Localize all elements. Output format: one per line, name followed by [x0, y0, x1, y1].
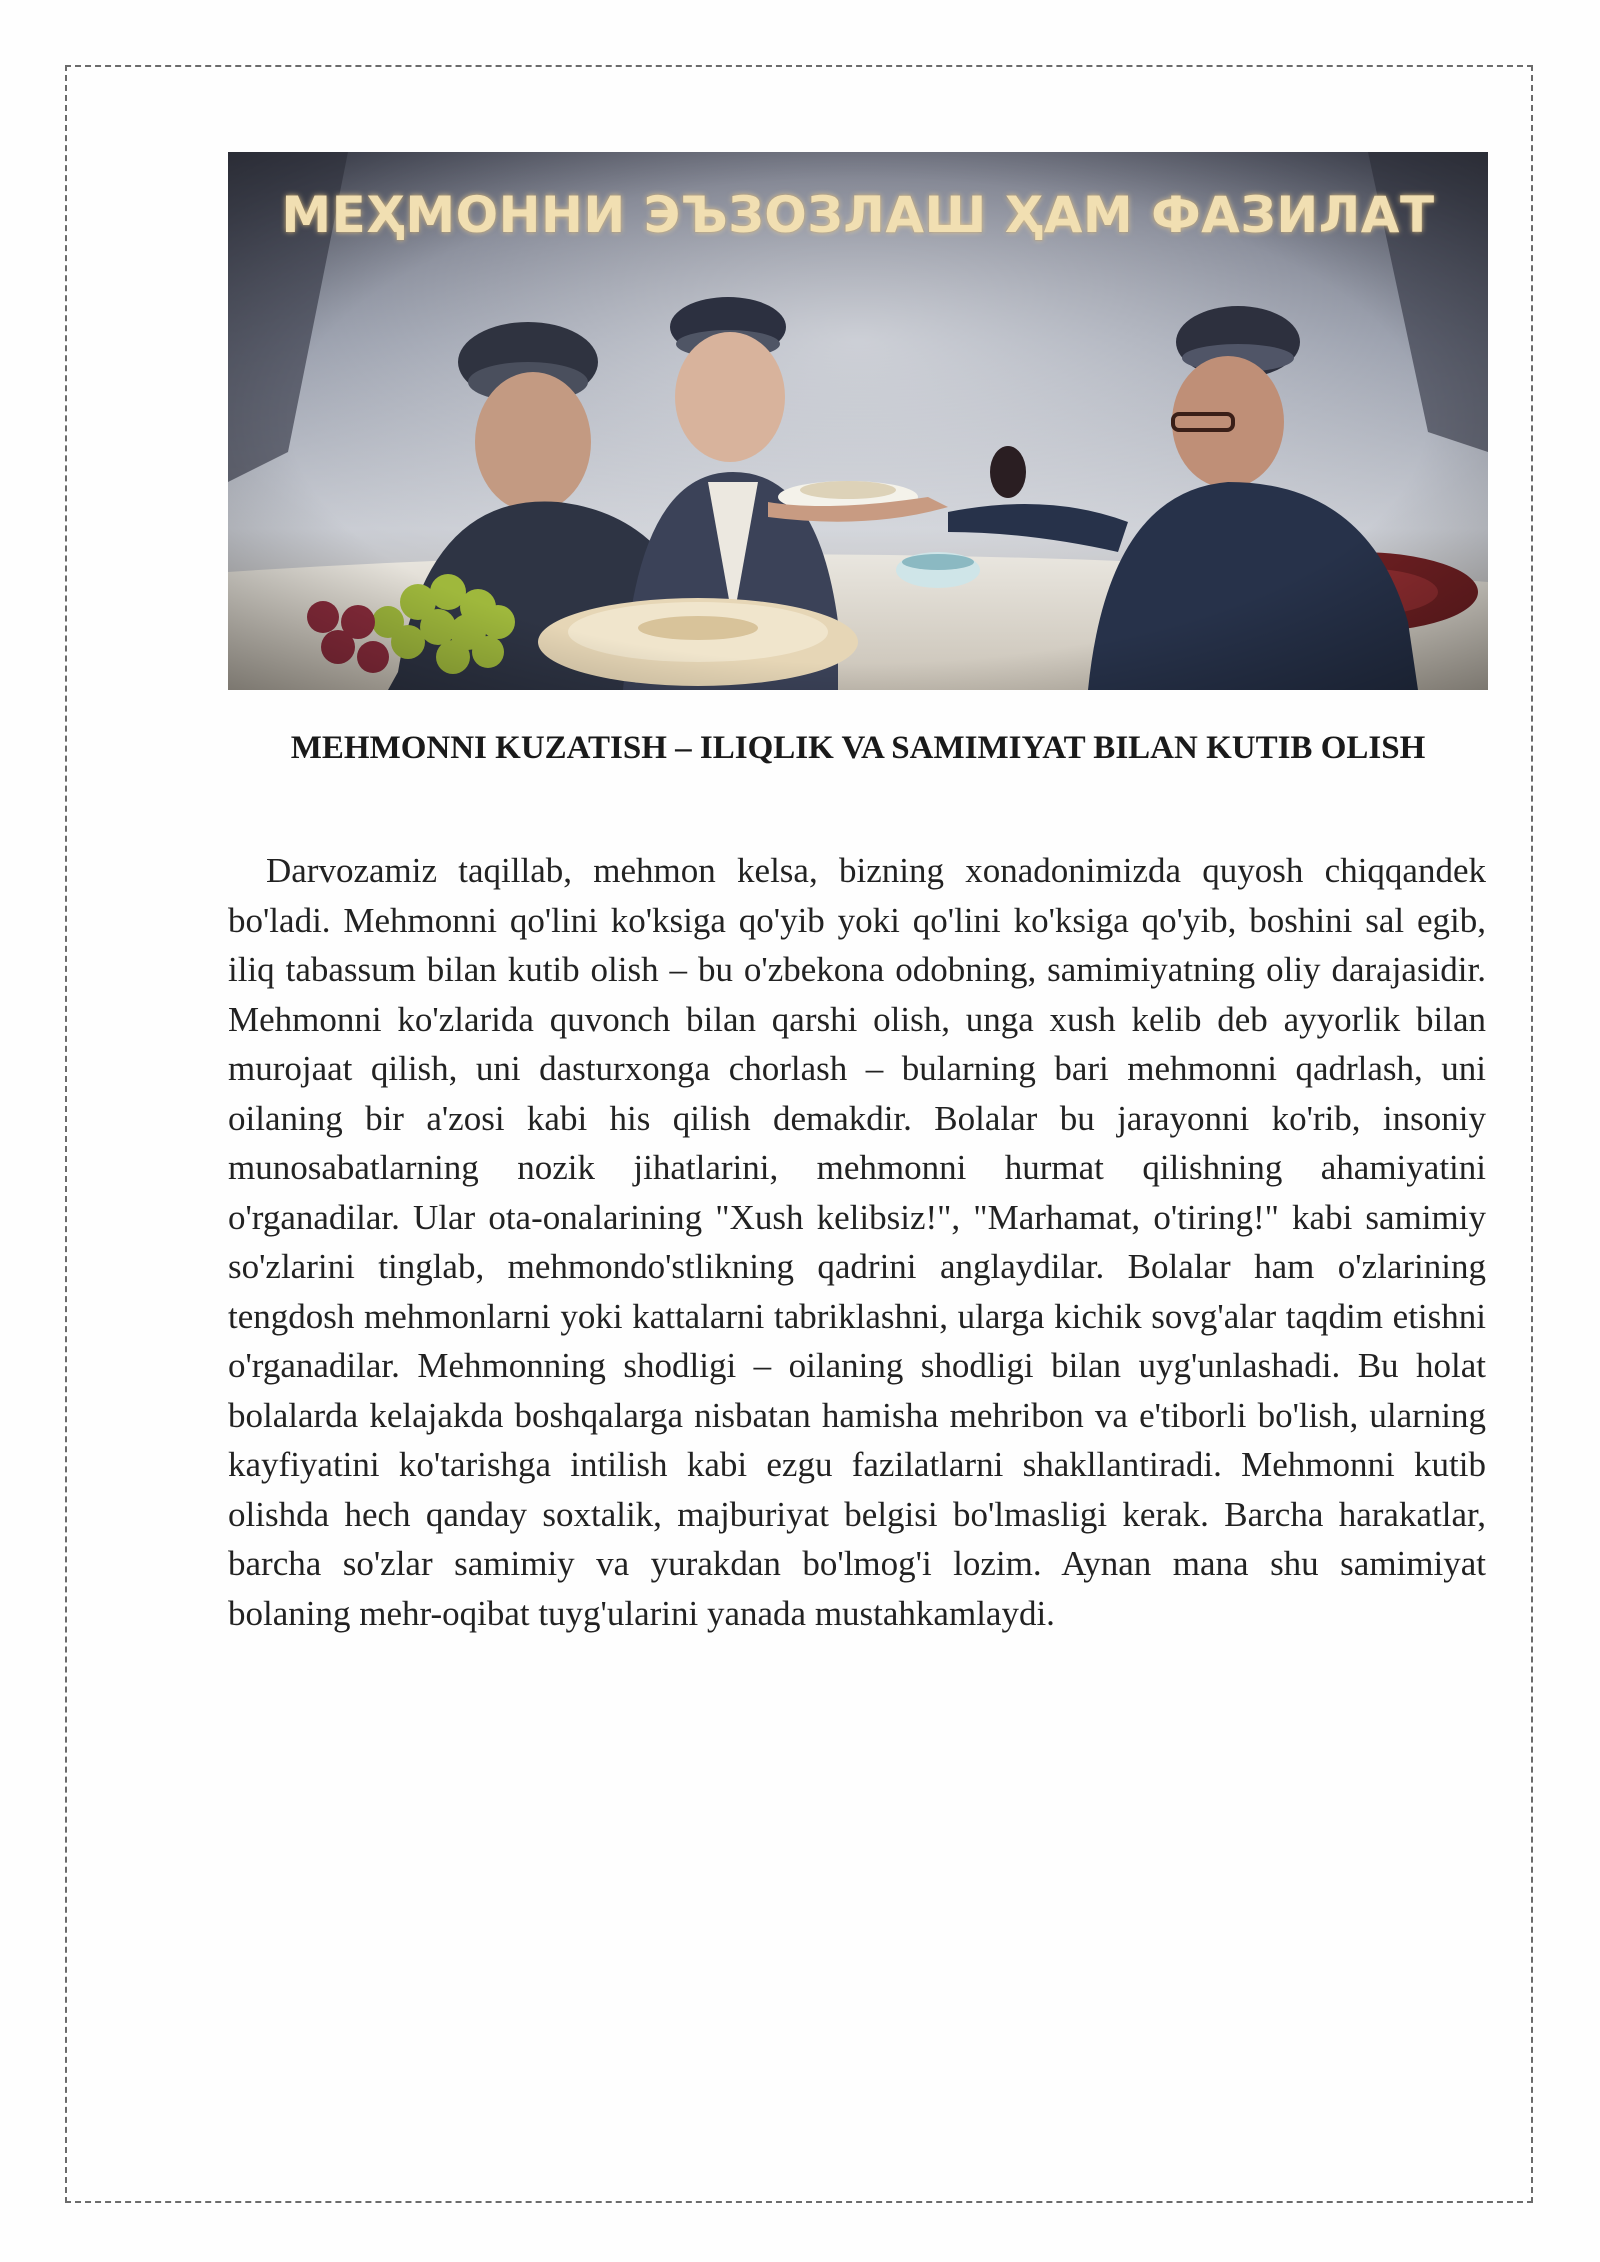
article-body: Darvozamiz taqillab, mehmon kelsa, bizning xonadonimizda quyosh chiqqandek bo'ladi. Mehmonni qo'lini ko'ksiga qo'yib yoki qo'lini ko'ksiga qo'yib, boshini sal egib, iliq tabassum bilan kutib olish – bu o'zbekona odobning, samimiyatning oliy darajasidir. Mehmonni ko'zlarida quvonch bilan qarshi olish, unga xush kelib deb ayyorlik bilan murojaat qilish, uni dasturxonga chorlash – bularning bari mehmonni qadrlash, uni oilaning bir a'zosi kabi his qilish demakdir. Bolalar bu jarayonni ko'rib, insoniy munosabatlarning nozik jihatlarini, mehmonni hurmat qilishning ahamiyatini o'rganadilar. Ular ota-onalarining "Xush kelibsiz!", "Marhamat, o'tiring!" kabi samimiy so'zlarini tinglab, mehmondo'stlikning qadrini anglaydilar. Bolalar ham o'zlarining tengdosh mehmonlarni yoki kattalarni tabriklashni, ularga kichik sovg'alar taqdim etishni o'rganadilar. Mehmonning shodligi – oilaning shodligi bilan uyg'unlashadi. Bu holat bolalarda kelajakda boshqalarga nisbatan hamisha mehribon va e'tiborli bo'lish, ularning kayfiyatini ko'tarishga intilish kabi ezgu fazilatlarni shakllantiradi. Mehmonni kutib olishda hech qanday soxtalik, majburiyat belgisi bo'lmasligi kerak. Barcha harakatlar, barcha so'zlar samimiy va yurakdan bo'lmog'i lozim. Aynan mana shu samimiyat bolaning mehr-oqibat tuyg'ularini yanada mustahkamlaydi.	[228, 851, 1486, 1633]
article-heading: MEHMONNI KUZATISH – ILIQLIK VA SAMIMIYAT BILAN KUTIB OLISH	[290, 730, 1426, 766]
banner-title: МЕҲМОННИ ЭЪЗОЗЛАШ ҲАМ ФАЗИЛАТ	[281, 186, 1435, 244]
banner-photo	[228, 152, 1488, 690]
